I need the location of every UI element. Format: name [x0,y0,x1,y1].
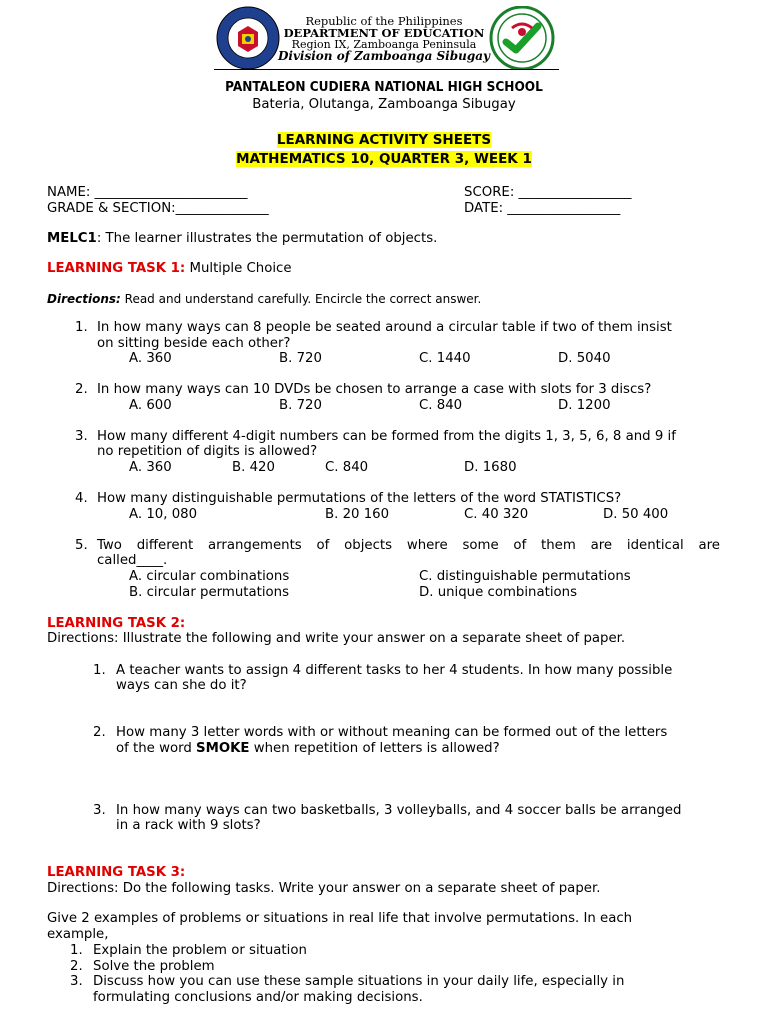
answer-option[interactable]: D. 5040 [558,351,611,366]
task1-dir-text: Read and understand carefully. Encircle the correct answer. [120,292,482,306]
header-divider [214,69,559,70]
answer-option[interactable]: B. 720 [279,351,322,366]
question-text: How many different 4-digit numbers can be formed from the digits 1, 3, 5, 6, 8 and 9 if [97,429,676,444]
question-text: In how many ways can 10 DVDs be chosen to arrange a case with slots for 3 discs? [97,382,652,397]
question-number: 4. [75,491,88,506]
department-text: DEPARTMENT OF EDUCATION [283,26,485,40]
region-text: Region IX, Zamboanga Peninsula [291,38,477,51]
melc-label: MELC1 [47,231,97,246]
step-text: Explain the problem or situation [93,943,307,958]
item-text: A teacher wants to assign 4 different tasks to her 4 students. In how many possible [116,663,673,678]
answer-option[interactable]: B. 20 160 [325,507,390,522]
step-number: 2. [70,959,83,974]
title-line-1: LEARNING ACTIVITY SHEETS [276,132,492,148]
answer-option[interactable]: B. 720 [279,398,322,413]
item-number: 3. [93,803,106,818]
task1-type: Multiple Choice [185,261,292,276]
answer-option[interactable]: B. 420 [232,460,275,475]
answer-option[interactable]: B. circular permutations [129,585,290,600]
item-text-cont [116,741,500,756]
item-text-cont: ways can she do it? [116,678,247,693]
task3-label: LEARNING TASK 3: [47,865,186,880]
answer-option[interactable]: D. unique combinations [419,585,578,600]
answer-option[interactable]: A. 600 [129,398,172,413]
question-number: 5. [75,538,88,553]
school-name: PANTALEON CUDIERA NATIONAL HIGH SCHOOL [225,79,543,95]
republic-text: Republic of the Philippines [305,14,463,28]
step-number: 1. [70,943,83,958]
division-text: Division of Zamboanga Sibugay [277,49,490,63]
question-text: In how many ways can 8 people be seated around a circular table if two of them insist [97,320,672,335]
answer-option[interactable]: A. 10, 080 [129,507,198,522]
answer-option[interactable]: D. 1200 [558,398,611,413]
score-field[interactable]: SCORE: _________________ [464,185,632,200]
question-text-cont: called____. [97,553,168,568]
question-number: 2. [75,382,88,397]
answer-option[interactable]: A. 360 [129,351,172,366]
step-number: 3. [70,974,83,989]
answer-option[interactable]: A. circular combinations [129,569,290,584]
task3-directions: Directions: Do the following tasks. Write your answer on a separate sheet of paper. [47,881,601,896]
answer-option[interactable]: C. 840 [325,460,369,475]
answer-option[interactable]: C. 40 320 [464,507,529,522]
answer-option[interactable]: C. 840 [419,398,463,413]
task1-label: LEARNING TASK 1: [47,261,186,276]
question-number: 3. [75,429,88,444]
school-address: Bateria, Olutanga, Zamboanga Sibugay [252,97,516,112]
answer-option[interactable]: C. distinguishable permutations [419,569,631,584]
task1-dir-label: Directions: [47,292,121,306]
task3-intro: Give 2 examples of problems or situations in real life that involve permutations. In each [47,911,633,926]
step-text: Discuss how you can use these sample situations in your daily life, especially in [93,974,625,989]
task1-heading [47,261,292,276]
grade-section-field[interactable]: GRADE & SECTION:______________ [47,201,269,216]
step-text: Solve the problem [93,959,215,974]
answer-option[interactable]: D. 50 400 [603,507,669,522]
item-text-post: when repetition of letters is allowed? [249,741,500,756]
question-number: 1. [75,320,88,335]
item-number: 2. [93,725,106,740]
answer-option[interactable]: C. 1440 [419,351,471,366]
title-line-2: MATHEMATICS 10, QUARTER 3, WEEK 1 [236,151,532,167]
question-text: How many distinguishable permutations of the letters of the word STATISTICS? [97,491,622,506]
item-number: 1. [93,663,106,678]
answer-option[interactable]: A. 360 [129,460,172,475]
step-text-cont: formulating conclusions and/or making decisions. [93,990,423,1005]
task2-label: LEARNING TASK 2: [47,616,186,631]
question-text-cont: no repetition of digits is allowed? [97,444,318,459]
keyword-smoke: SMOKE [196,741,250,756]
item-text: How many 3 letter words with or without meaning can be formed out of the letters [116,725,668,740]
item-text-pre: of the word [116,741,197,756]
melc-text: : The learner illustrates the permutation of objects. [96,231,438,246]
question-text-cont: on sitting beside each other? [97,336,291,351]
task3-intro-cont: example, [47,927,109,942]
melc-statement [47,231,437,246]
answer-option[interactable]: D. 1680 [464,460,517,475]
item-text-cont: in a rack with 9 slots? [116,818,261,833]
name-field[interactable]: NAME: _______________________ [47,185,248,200]
question-text: Two different arrangements of objects where some of them are identical are [97,538,720,553]
task2-directions: Directions: Illustrate the following and write your answer on a separate sheet of paper. [47,631,626,646]
task1-directions [47,292,481,306]
item-text: In how many ways can two basketballs, 3 volleyballs, and 4 soccer balls be arranged [116,803,682,818]
date-field[interactable]: DATE: _________________ [464,201,621,216]
